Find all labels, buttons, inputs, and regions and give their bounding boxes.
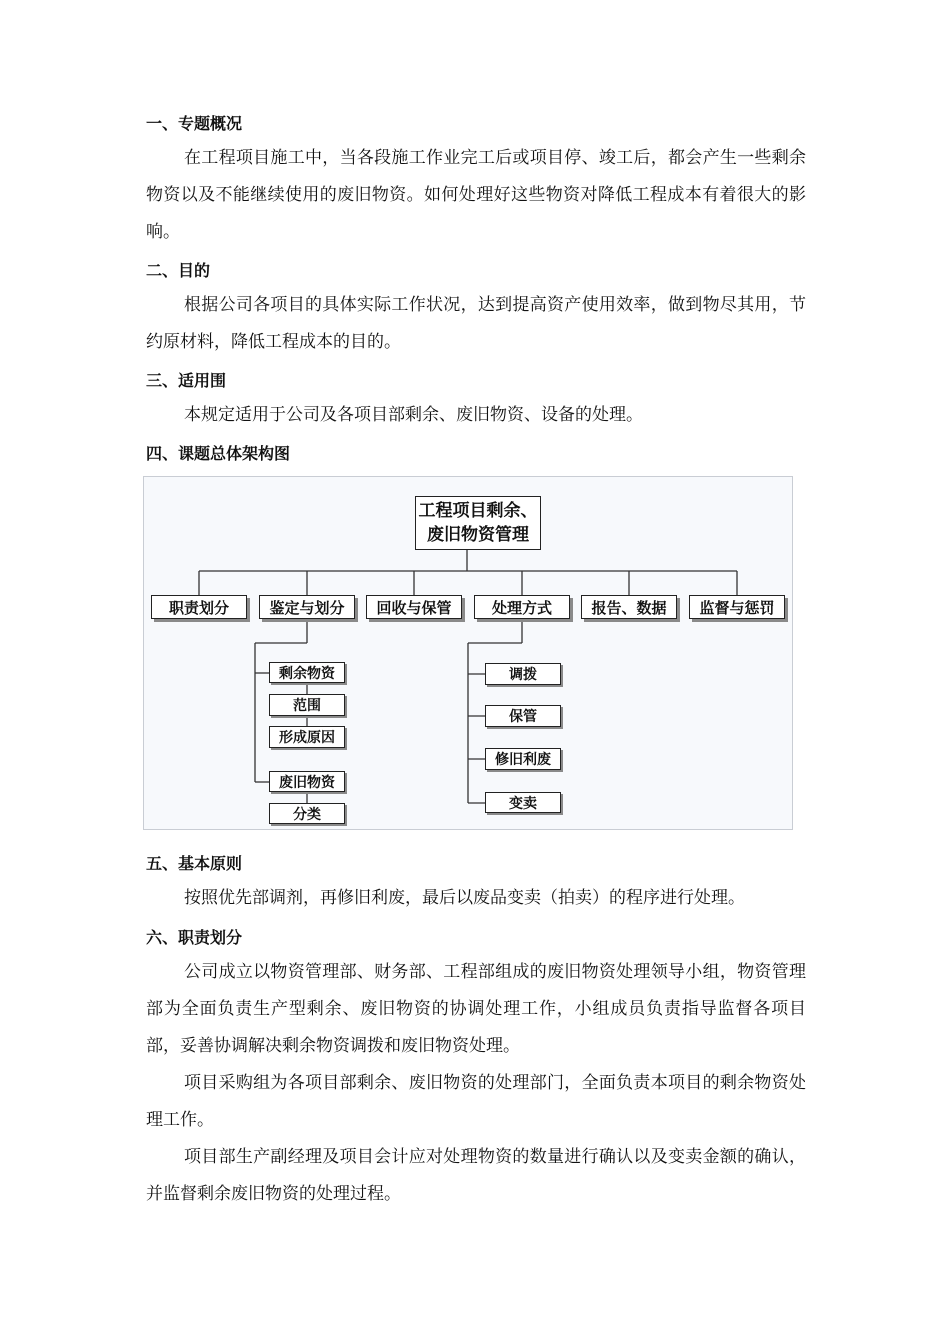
diagram-node-recovery: 回收与保管 — [366, 595, 462, 619]
diagram-root-line-1: 工程项目剩余、 — [418, 501, 538, 521]
section-3-paragraph-1: 本规定适用于公司及各项目部剩余、废旧物资、设备的处理。 — [184, 405, 643, 425]
section-6-paragraph-2: 项目采购组为各项目部剩余、废旧物资的处理部门，全面负责本项目的剩余物资处理工作。 — [146, 1073, 806, 1130]
architecture-diagram — [143, 476, 793, 830]
section-heading-3: 三、适用围 — [146, 371, 227, 390]
diagram-node-causes: 形成原因 — [269, 726, 345, 748]
diagram-node-storage: 保管 — [485, 705, 561, 727]
diagram-node-responsibility: 职责划分 — [151, 595, 247, 619]
section-2-paragraph-1: 根据公司各项目的具体实际工作状况，达到提高资产使用效率，做到物尽其用，节约原材料，降低工程成本的目的。 — [146, 295, 806, 352]
section-heading-1: 一、专题概况 — [146, 114, 243, 133]
diagram-node-classification: 分类 — [269, 803, 345, 824]
diagram-node-disposal-method: 处理方式 — [474, 595, 570, 619]
diagram-root-box — [415, 496, 541, 550]
section-heading-6: 六、职责划分 — [146, 928, 243, 947]
section-heading-5: 五、基本原则 — [146, 854, 243, 873]
diagram-node-waste-materials: 废旧物资 — [269, 771, 345, 792]
section-heading-2: 二、目的 — [146, 261, 211, 280]
diagram-node-supervision: 监督与惩罚 — [689, 595, 785, 619]
diagram-node-surplus-materials: 剩余物资 — [269, 662, 345, 683]
section-heading-4: 四、课题总体架构图 — [146, 444, 291, 463]
diagram-node-report-data: 报告、数据 — [581, 595, 677, 619]
diagram-node-transfer: 调拨 — [485, 663, 561, 685]
section-6-paragraph-3: 项目部生产副经理及项目会计应对处理物资的数量进行确认以及变卖金额的确认，并监督剩余废旧物资的处理过程。 — [146, 1147, 806, 1204]
diagram-node-appraisal: 鉴定与划分 — [259, 595, 355, 619]
section-6-paragraph-1: 公司成立以物资管理部、财务部、工程部组成的废旧物资处理领导小组，物资管理部为全面负责生产型剩余、废旧物资的协调处理工作，小组成员负责指导监督各项目部，妥善协调解决剩余物资调拨和废旧物资处理。 — [146, 962, 806, 1056]
diagram-node-scope: 范围 — [269, 694, 345, 716]
diagram-root-line-2: 废旧物资管理 — [427, 525, 529, 545]
section-1-paragraph-1: 在工程项目施工中，当各段施工作业完工后或项目停、竣工后，都会产生一些剩余物资以及不能继续使用的废旧物资。如何处理好这些物资对降低工程成本有着很大的影响。 — [146, 148, 806, 242]
diagram-node-sale: 变卖 — [485, 792, 561, 813]
diagram-node-repair-reuse: 修旧利废 — [485, 748, 561, 770]
section-5-paragraph-1: 按照优先部调剂，再修旧利废，最后以废品变卖（拍卖）的程序进行处理。 — [184, 888, 745, 908]
